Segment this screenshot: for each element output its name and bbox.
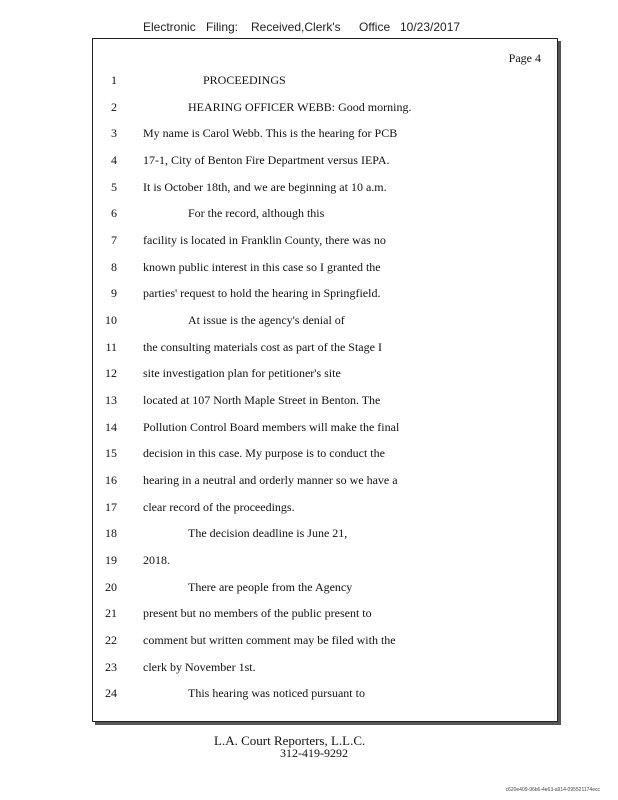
line-number: 12 bbox=[105, 366, 117, 380]
line-text: parties' request to hold the hearing in Springfield. bbox=[143, 286, 381, 300]
stamp-word-filing: Filing: bbox=[206, 20, 239, 34]
line-text: PROCEEDINGS bbox=[203, 73, 286, 87]
line-text: comment but written comment may be filed with the bbox=[143, 633, 396, 647]
line-number: 2 bbox=[111, 100, 117, 114]
line-text: present but no members of the public present to bbox=[143, 606, 372, 620]
transcript-line bbox=[93, 473, 557, 489]
line-number: 7 bbox=[111, 233, 117, 247]
transcript-line bbox=[93, 526, 557, 542]
transcript-line bbox=[93, 580, 557, 596]
stamp-word-office: Office bbox=[359, 20, 391, 34]
line-text: clerk by November 1st. bbox=[143, 660, 256, 674]
transcript-line bbox=[93, 686, 557, 702]
line-text: site investigation plan for petitioner's site bbox=[143, 366, 341, 380]
line-text: This hearing was noticed pursuant to bbox=[188, 686, 365, 700]
line-text: 2018. bbox=[143, 553, 170, 567]
line-text: decision in this case. My purpose is to conduct the bbox=[143, 446, 385, 460]
transcript-line bbox=[93, 633, 557, 649]
line-number: 22 bbox=[105, 633, 117, 647]
line-number: 17 bbox=[105, 500, 117, 514]
document-id: c620e409-96b6-4e63-a914-095521174ecc bbox=[505, 787, 600, 793]
line-number: 1 bbox=[111, 73, 117, 87]
line-text: located at 107 North Maple Street in Benton. The bbox=[143, 393, 381, 407]
reporter-phone: 312-419-9292 bbox=[280, 746, 348, 760]
transcript-line bbox=[93, 366, 557, 382]
line-number: 6 bbox=[111, 206, 117, 220]
line-number: 24 bbox=[105, 686, 117, 700]
line-number: 16 bbox=[105, 473, 117, 487]
transcript-line bbox=[93, 100, 557, 116]
line-text: 17-1, City of Benton Fire Department versus IEPA. bbox=[143, 153, 390, 167]
transcript-line bbox=[93, 340, 557, 356]
stamp-word-received-clerks: Received,Clerk's bbox=[251, 20, 341, 34]
line-number: 18 bbox=[105, 526, 117, 540]
line-text: It is October 18th, and we are beginning at 10 a.m. bbox=[143, 180, 387, 194]
line-number: 8 bbox=[111, 260, 117, 274]
transcript-line bbox=[93, 420, 557, 436]
line-text: The decision deadline is June 21, bbox=[188, 526, 348, 540]
line-number: 11 bbox=[105, 340, 117, 354]
line-text: known public interest in this case so I granted the bbox=[143, 260, 381, 274]
transcript-line bbox=[93, 500, 557, 516]
transcript-line bbox=[93, 260, 557, 276]
transcript-line bbox=[93, 206, 557, 222]
line-text: At issue is the agency's denial of bbox=[188, 313, 345, 327]
stamp-date: 10/23/2017 bbox=[400, 20, 461, 34]
stamp-word-electronic: Electronic bbox=[143, 20, 196, 34]
transcript-line bbox=[93, 73, 557, 89]
line-text: For the record, although this bbox=[188, 206, 325, 220]
line-text: the consulting materials cost as part of the Stage I bbox=[143, 340, 382, 354]
reporter-firm-name: L.A. Court Reporters, L.L.C. bbox=[214, 733, 366, 748]
page-number: Page 4 bbox=[508, 51, 541, 65]
transcript-line bbox=[93, 153, 557, 169]
line-number: 3 bbox=[111, 126, 117, 140]
transcript-line bbox=[93, 286, 557, 302]
line-text: hearing in a neutral and orderly manner so we have a bbox=[143, 473, 398, 487]
transcript-line bbox=[93, 180, 557, 196]
line-number: 10 bbox=[105, 313, 117, 327]
line-text: Pollution Control Board members will make the final bbox=[143, 420, 400, 434]
line-text: My name is Carol Webb. This is the hearing for PCB bbox=[143, 126, 398, 140]
transcript-line bbox=[93, 660, 557, 676]
line-number: 14 bbox=[105, 420, 117, 434]
transcript-line bbox=[93, 446, 557, 462]
transcript-line bbox=[93, 553, 557, 569]
line-number: 15 bbox=[105, 446, 117, 460]
line-number: 5 bbox=[111, 180, 117, 194]
line-number: 13 bbox=[105, 393, 117, 407]
transcript-page bbox=[92, 38, 558, 722]
transcript-line bbox=[93, 393, 557, 409]
transcript-line bbox=[93, 126, 557, 142]
transcript-line bbox=[93, 313, 557, 329]
line-text: HEARING OFFICER WEBB: Good morning. bbox=[188, 100, 412, 114]
line-text: facility is located in Franklin County, there was no bbox=[143, 233, 386, 247]
line-text: There are people from the Agency bbox=[188, 580, 353, 594]
line-number: 9 bbox=[111, 286, 117, 300]
line-number: 21 bbox=[105, 606, 117, 620]
line-number: 4 bbox=[111, 153, 117, 167]
line-number: 20 bbox=[105, 580, 117, 594]
line-number: 23 bbox=[105, 660, 117, 674]
transcript-line bbox=[93, 233, 557, 249]
line-text: clear record of the proceedings. bbox=[143, 500, 295, 514]
transcript-line bbox=[93, 606, 557, 622]
line-number: 19 bbox=[105, 553, 117, 567]
